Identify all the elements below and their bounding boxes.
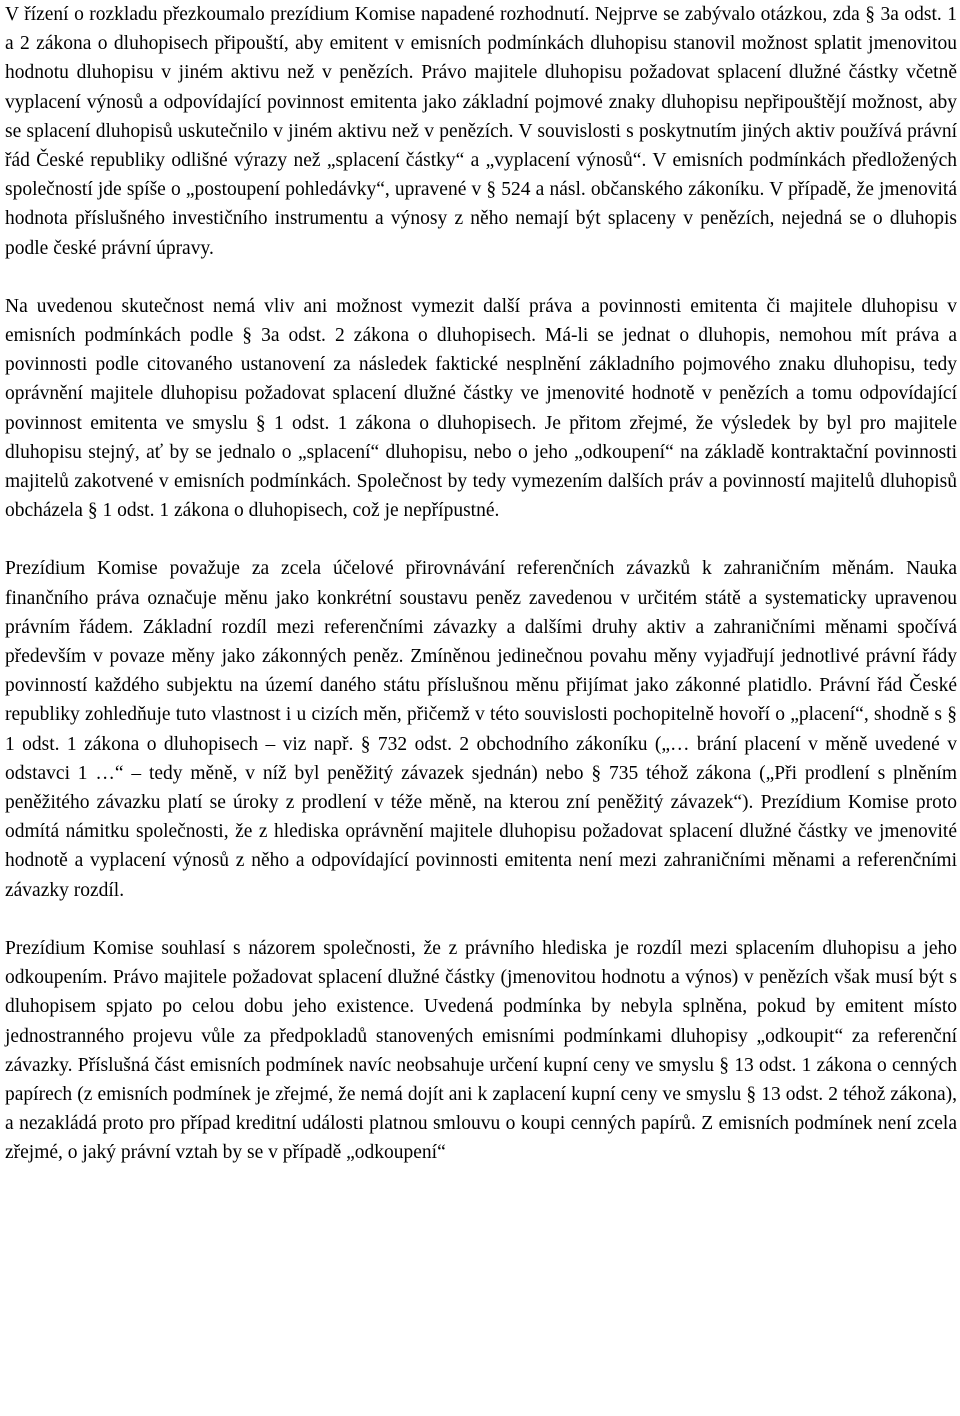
paragraph-dalsi-prava: Na uvedenou skutečnost nemá vliv ani možnost vymezit další práva a povinnosti emitenta či majitele dluhopisu v emisních podmínkách podle § 3a odst. 2 zákona o dluhopisech. Má-li se jednat o dluhopis, nemohou mít práva a povinnosti podle citovaného ustanovení za následek faktické nesplnění základního pojmového znaku dluhopisu, tedy oprávnění majitele dluhopisu požadovat splacení dlužné částky ve jmenovité hodnotě v penězích a tomu odpovídající povinnost emitenta ve smyslu § 1 odst. 1 zákona o dluhopisech. Je přitom zřejmé, že výsledek by byl pro majitele dluhopisu stejný, ať by se jednalo o „splacení“ dluhopisu, nebo o jeho „odkoupení“ na základě kontraktační povinnosti majitelů zakotvené v emisních podmínkách. Společnost by tedy vymezením dalších práv a povinností majitelů dluhopisů obcházela § 1 odst. 1 zákona o dluhopisech, což je nepřípustné. [5, 295, 957, 522]
paragraph-rozklad: V řízení o rozkladu přezkoumalo prezídium Komise napadené rozhodnutí. Nejprve se zabývalo otázkou, zda § 3a odst. 1 a 2 zákona o dluhopisech připouští, aby emitent v emisních podmínkách dluhopisu stanovil možnost splatit jmenovitou hodnotu dluhopisu v jiném aktivu než v penězích. Právo majitele dluhopisu požadovat splacení dlužné částky včetně vyplacení výnosů a odpovídající povinnost emitenta jako základní pojmové znaky dluhopisu nepřipouštějí možnost, aby se splacení dluhopisů uskutečnilo v jiném aktivu než v penězích. V souvislosti s poskytnutím jiných aktiv používá právní řád České republiky odlišné výrazy než „splacení částky“ a „vyplacení výnosů“. V emisních podmínkách předložených společností jde spíše o „postoupení pohledávky“, upravené v § 524 a násl. občanského zákoníku. V případě, že jmenovitá hodnota příslušného investičního instrumentu a výnosy z něho nemají být splaceny v penězích, nejedná se o dluhopis podle české právní úpravy. [5, 4, 957, 259]
paragraph-referencni-zavazky: Prezídium Komise považuje za zcela účelové přirovnávání referenčních závazků k zahraničním měnám. Nauka finančního práva označuje měnu jako konkrétní soustavu peněz zavedenou v určitém státě a systematicky upravenou právním řádem. Základní rozdíl mezi referenčními závazky a dalšími druhy aktiv a zahraničními měnami spočívá především v povaze měny jako zákonných peněz. Zmíněnou jedinečnou povahu měny vyjadřují jednotlivé právní řády povinností každého subjektu na území daného státu příslušnou měnu přijímat jako zákonné platidlo. Právní řád České republiky zohledňuje tuto vlastnost i u cizích měn, přičemž v této souvislosti pochopitelně hovoří o „placení“, shodně s § 1 odst. 1 zákona o dluhopisech – viz např. § 732 odst. 2 obchodního zákoníku („… brání placení v měně uvedené v odstavci 1 …“ – tedy měně, v níž byl peněžitý závazek sjednán) nebo § 735 téhož zákona („Při prodlení s plněním peněžitého závazku platí se úroky z prodlení v téže měně, na kterou zní peněžitý závazek“). Prezídium Komise proto odmítá námitku společnosti, že z hlediska oprávnění majitele dluhopisu požadovat splacení dlužné částky ve jmenovité hodnotě a vyplacení výnosů z něho a odpovídající povinnosti emitenta není mezi zahraničními měnami a referenčními závazky rozdíl. [5, 558, 957, 901]
paragraph-odkoupeni: Prezídium Komise souhlasí s názorem společnosti, že z právního hlediska je rozdíl mezi splacením dluhopisu a jeho odkoupením. Právo majitele požadovat splacení dlužné částky (jmenovitou hodnotu a výnos) v penězích však musí být s dluhopisem spjato po celou dobu jeho existence. Uvedená podmínka by nebyla splněna, pokud by emitent místo jednostranného projevu vůle za předpokladů stanovených emisními podmínkami dluhopisy „odkoupit“ za referenční závazky. Příslušná část emisních podmínek navíc neobsahuje určení kupní ceny ve smyslu § 13 odst. 1 zákona o cenných papírech (z emisních podmínek je zřejmé, že nemá dojít ani k zaplacení kupní ceny ve smyslu § 13 odst. 2 téhož zákona), a nezakládá proto pro případ kreditní události platnou smlouvu o koupi cenných papírů. Z emisních podmínek není zcela zřejmé, o jaký právní vztah by se v případě „odkoupení“ [5, 937, 957, 1164]
